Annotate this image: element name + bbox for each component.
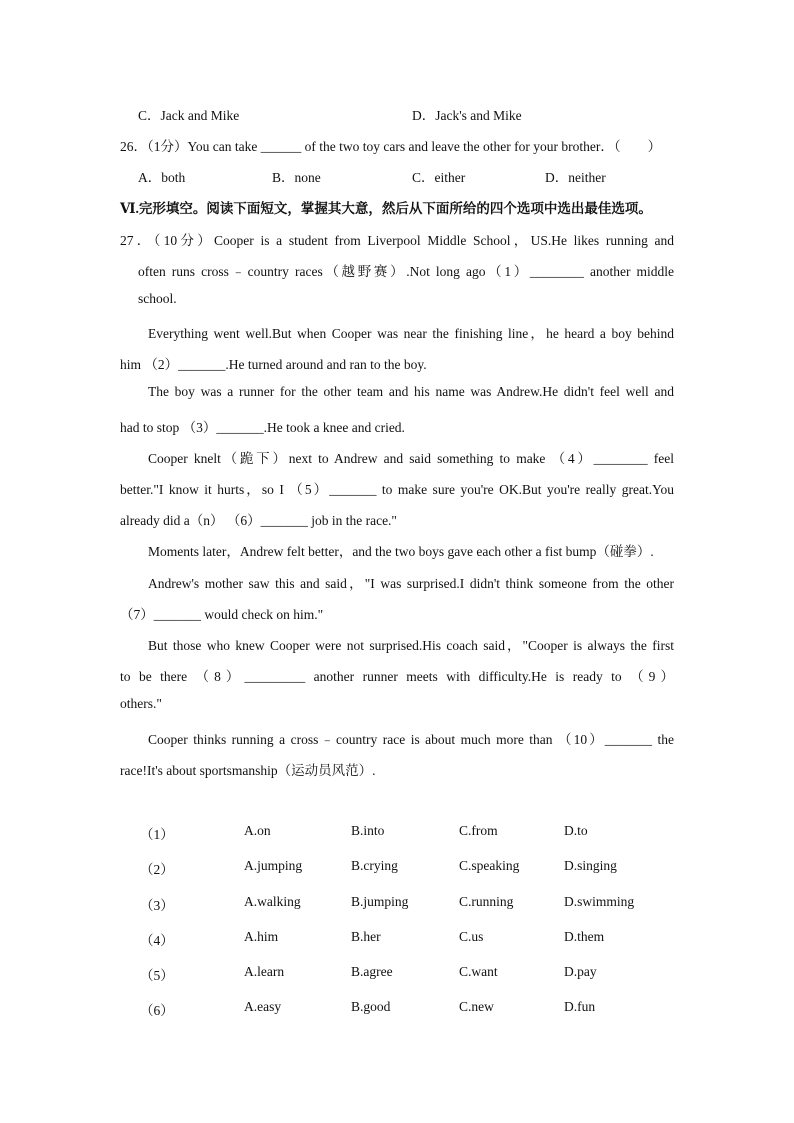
- passage-p8-line2: race!It's about sportsmanship（运动员风范）.: [120, 763, 376, 778]
- passage-p7-line2: to be there （8）_________ another runner meets with difficulty.He is ready to （9）: [120, 669, 674, 684]
- passage-p3-line2: had to stop （3）_______.He took a knee and cried.: [120, 420, 405, 435]
- passage-p3-line1: The boy was a runner for the other team and his name was Andrew.He didn't feel well and: [148, 384, 674, 399]
- choice-option-c: C.speaking: [459, 858, 520, 873]
- choice-option-d: D.pay: [564, 964, 597, 979]
- choice-option-b: B.crying: [351, 858, 398, 873]
- q25-option-c: C．Jack and Mike: [138, 108, 240, 123]
- passage-p4-line2: better."I know it hurts，so I （5）_______ to make sure you're OK.But you're really great.You: [120, 482, 674, 497]
- section-heading: Ⅵ.完形填空。阅读下面短文，掌握其大意，然后从下面所给的四个选项中选出最佳选项。: [120, 201, 652, 216]
- q26-option-c: C．either: [412, 170, 466, 185]
- passage-p6-line2: （7）_______ would check on him.": [120, 607, 324, 622]
- q27-line3: school.: [138, 291, 177, 306]
- choice-option-d: D.singing: [564, 858, 617, 873]
- passage-p6-line1: Andrew's mother saw this and said，"I was surprised.I didn't think someone from the other: [148, 576, 674, 591]
- passage-p7-line1: But those who knew Cooper were not surprised.His coach said，"Cooper is always the first: [148, 638, 674, 653]
- choice-option-b: B.jumping: [351, 894, 409, 909]
- passage-p2-line1: Everything went well.But when Cooper was near the finishing line，he heard a boy behind: [148, 326, 674, 341]
- choice-option-c: C.want: [459, 964, 498, 979]
- passage-p5-line1: Moments later，Andrew felt better，and the two boys gave each other a fist bump（碰拳）.: [148, 544, 654, 559]
- choice-option-d: D.to: [564, 823, 588, 838]
- q26-stem: 26．（1分）You can take ______ of the two toy cars and leave the other for your brother．（ ）: [120, 139, 662, 154]
- choice-option-d: D.swimming: [564, 894, 635, 909]
- passage-p2-line2: him （2）_______.He turned around and ran to the boy.: [120, 357, 427, 372]
- choice-option-d: D.them: [564, 929, 605, 944]
- choice-number: （5）: [140, 968, 174, 983]
- passage-p8-line1: Cooper thinks running a cross﹣country race is about much more than （10）_______ the: [148, 732, 674, 747]
- choice-option-a: A.him: [244, 929, 279, 944]
- passage-p7-line3: others.": [120, 696, 162, 711]
- passage-p4-line1: Cooper knelt（跪下）next to Andrew and said something to make （4）________ feel: [148, 451, 674, 466]
- choice-option-a: A.on: [244, 823, 271, 838]
- choice-option-b: B.her: [351, 929, 381, 944]
- choice-option-a: A.walking: [244, 894, 301, 909]
- choice-option-c: C.us: [459, 929, 484, 944]
- choice-number: （6）: [140, 1003, 174, 1018]
- choice-option-c: C.new: [459, 999, 494, 1014]
- choice-number: （3）: [140, 898, 174, 913]
- q26-option-b: B．none: [272, 170, 321, 185]
- choice-option-d: D.fun: [564, 999, 596, 1014]
- choice-option-a: A.easy: [244, 999, 282, 1014]
- q26-option-a: A．both: [138, 170, 186, 185]
- choice-number: （2）: [140, 862, 174, 877]
- choice-option-b: B.agree: [351, 964, 393, 979]
- passage-p4-line3: already did a（n） （6）_______ job in the race.": [120, 513, 397, 528]
- choice-option-c: C.from: [459, 823, 498, 838]
- q27-line2: often runs cross﹣country races（越野赛）.Not long ago（1）________ another middle: [138, 264, 674, 279]
- choice-option-a: A.jumping: [244, 858, 303, 873]
- choice-number: （1）: [140, 827, 174, 842]
- q27-line1: 27．（10分）Cooper is a student from Liverpool Middle School，US.He likes running and: [120, 233, 674, 248]
- choice-option-b: B.into: [351, 823, 385, 838]
- q26-option-d: D．neither: [545, 170, 606, 185]
- choice-option-c: C.running: [459, 894, 514, 909]
- choice-option-b: B.good: [351, 999, 391, 1014]
- q25-option-d: D．Jack's and Mike: [412, 108, 522, 123]
- choice-number: （4）: [140, 933, 174, 948]
- choice-option-a: A.learn: [244, 964, 285, 979]
